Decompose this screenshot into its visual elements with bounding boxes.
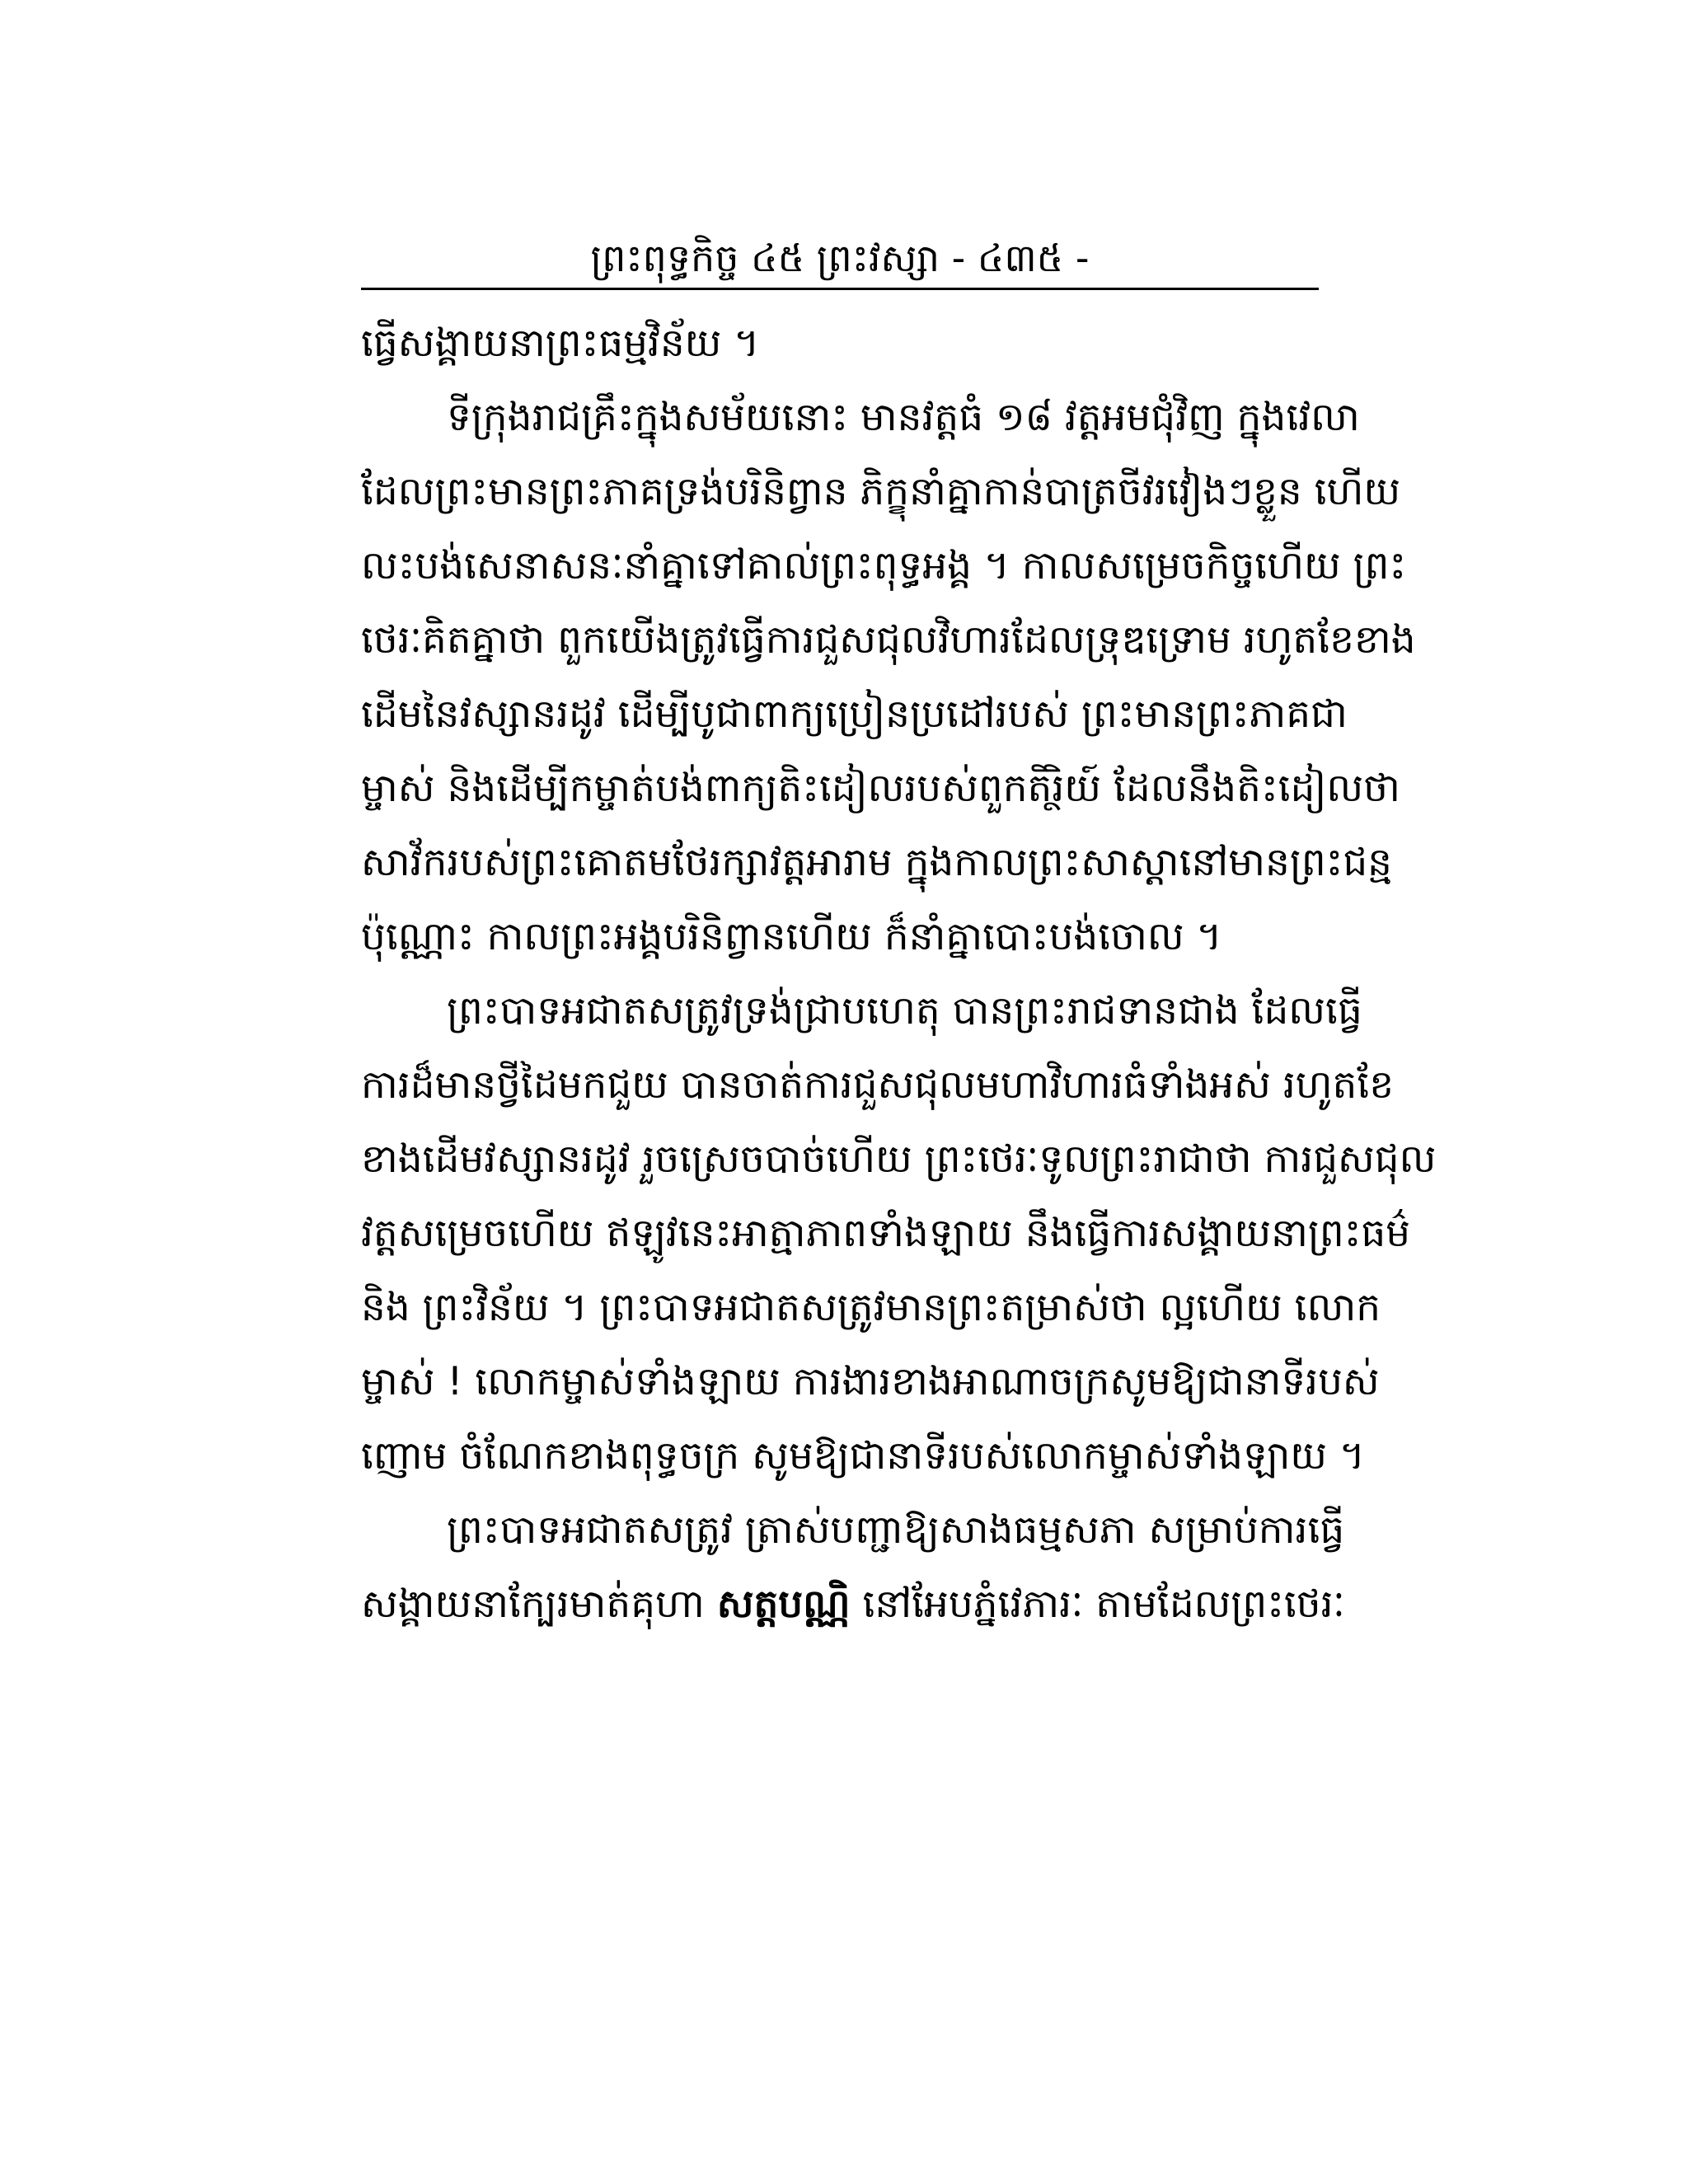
text-line: ធ្វើសង្គាយនាព្រះធម្មវិន័យ ។ [361, 321, 760, 366]
header-rule [361, 288, 1319, 290]
text-line: សាវ័ករបស់ព្រះគោតមថែរក្សាវត្តអារាម ក្នុងកាលព្រះសាស្តានៅមានព្រះជន្ម [361, 840, 1392, 885]
text-line: និង ព្រះវិន័យ ។ ព្រះបាទអជាតសត្រូវមានព្រះតម្រាស់ថា ល្អហើយ លោក [361, 1285, 1381, 1330]
text-line: ដែលព្រះមានព្រះភាគទ្រង់បរិនិព្វាន ភិក្ខុនាំគ្នាកាន់បាត្រចីវរវៀងៗខ្លួន ហើយ [361, 469, 1401, 514]
text-line: ខាងដើមវស្សានរដូវ រួចស្រេចបាច់ហើយ ព្រះថេរៈទូលព្រះរាជាថា ការជួសជុល [361, 1137, 1437, 1182]
text-line: វត្តសម្រេចហើយ ឥឡូវនេះអាត្មាភាពទាំងឡាយ នឹងធ្វើការសង្គាយនាព្រះធម៌ [361, 1211, 1411, 1256]
text-line: ដើមនៃវស្សានរដូវ ដើម្បីបូជាពាក្យប្រៀនប្រដៅរបស់ ព្រះមានព្រះភាគជា [361, 691, 1348, 737]
text-line-with-bold [361, 1568, 1345, 1642]
text-line: ញោម ចំណែកខាងពុទ្ធចក្រ សូមឱ្យជានាទីរបស់លោកម្ចាស់ទាំងឡាយ ។ [361, 1433, 1365, 1479]
paragraph-start-line: ព្រះបាទអជាតសត្រូវ ត្រាស់បញ្ជាឱ្យសាងធម្មសភា សម្រាប់ការធ្វើ [447, 1507, 1345, 1553]
text-line: ម្ចាស់ និងដើម្បីកម្ចាត់បង់ពាក្យតិះដៀលរបស់ពួកតិរ្ថិយ៍ ដែលនឹងតិះដៀលថា [361, 766, 1400, 811]
text-line: ប៉ុណ្ណោះ កាលព្រះអង្គបរិនិព្វានហើយ ក៏នាំគ្នាបោះបង់ចោល ។ [361, 914, 1222, 959]
text-line: ម្ចាស់ ! លោកម្ចាស់ទាំងឡាយ ការងារខាងអាណាចក្រសូមឱ្យជានាទីរបស់ [361, 1359, 1380, 1404]
text-line: ថេរៈគិតគ្នាថា ពួកយើងត្រូវធ្វើការជួសជុលវិហារដែលទ្រុឌទ្រោម រហូតខែខាង [361, 617, 1416, 663]
paragraph-start-line: ទីក្រុងរាជគ្រឹះក្នុងសម័យនោះ មានវត្តធំ ១៨ វត្តអមជុំវិញ ក្នុងវេលា [447, 395, 1360, 440]
running-header: ព្រះពុទ្ធកិច្ច ៤៥ ព្រះវស្សា - ៤៣៥ - [590, 236, 1090, 280]
body-text [361, 307, 1437, 1642]
bold-term: សត្តបណ្ណិ [716, 1582, 851, 1627]
paragraph-start-line: ព្រះបាទអជាតសត្រូវទ្រង់ជ្រាបហេតុ បានព្រះរាជទានជាង ដែលធ្វើ [447, 988, 1362, 1033]
text-run: នៅអែបភ្នំវេភារៈ តាមដែលព្រះថេរៈ [850, 1582, 1345, 1627]
text-line: លះបង់សេនាសនៈនាំគ្នាទៅគាល់ព្រះពុទ្ធអង្គ ។ កាលសម្រេចកិច្ចហើយ ព្រះ [361, 543, 1407, 588]
text-line: ការដ៏មានថ្វីដៃមកជួយ បានចាត់ការជួសជុលមហាវិហារធំទាំងអស់ រហូតខែ [361, 1062, 1395, 1108]
text-run: សង្គាយនាក្បែរមាត់គុហា [361, 1582, 717, 1627]
